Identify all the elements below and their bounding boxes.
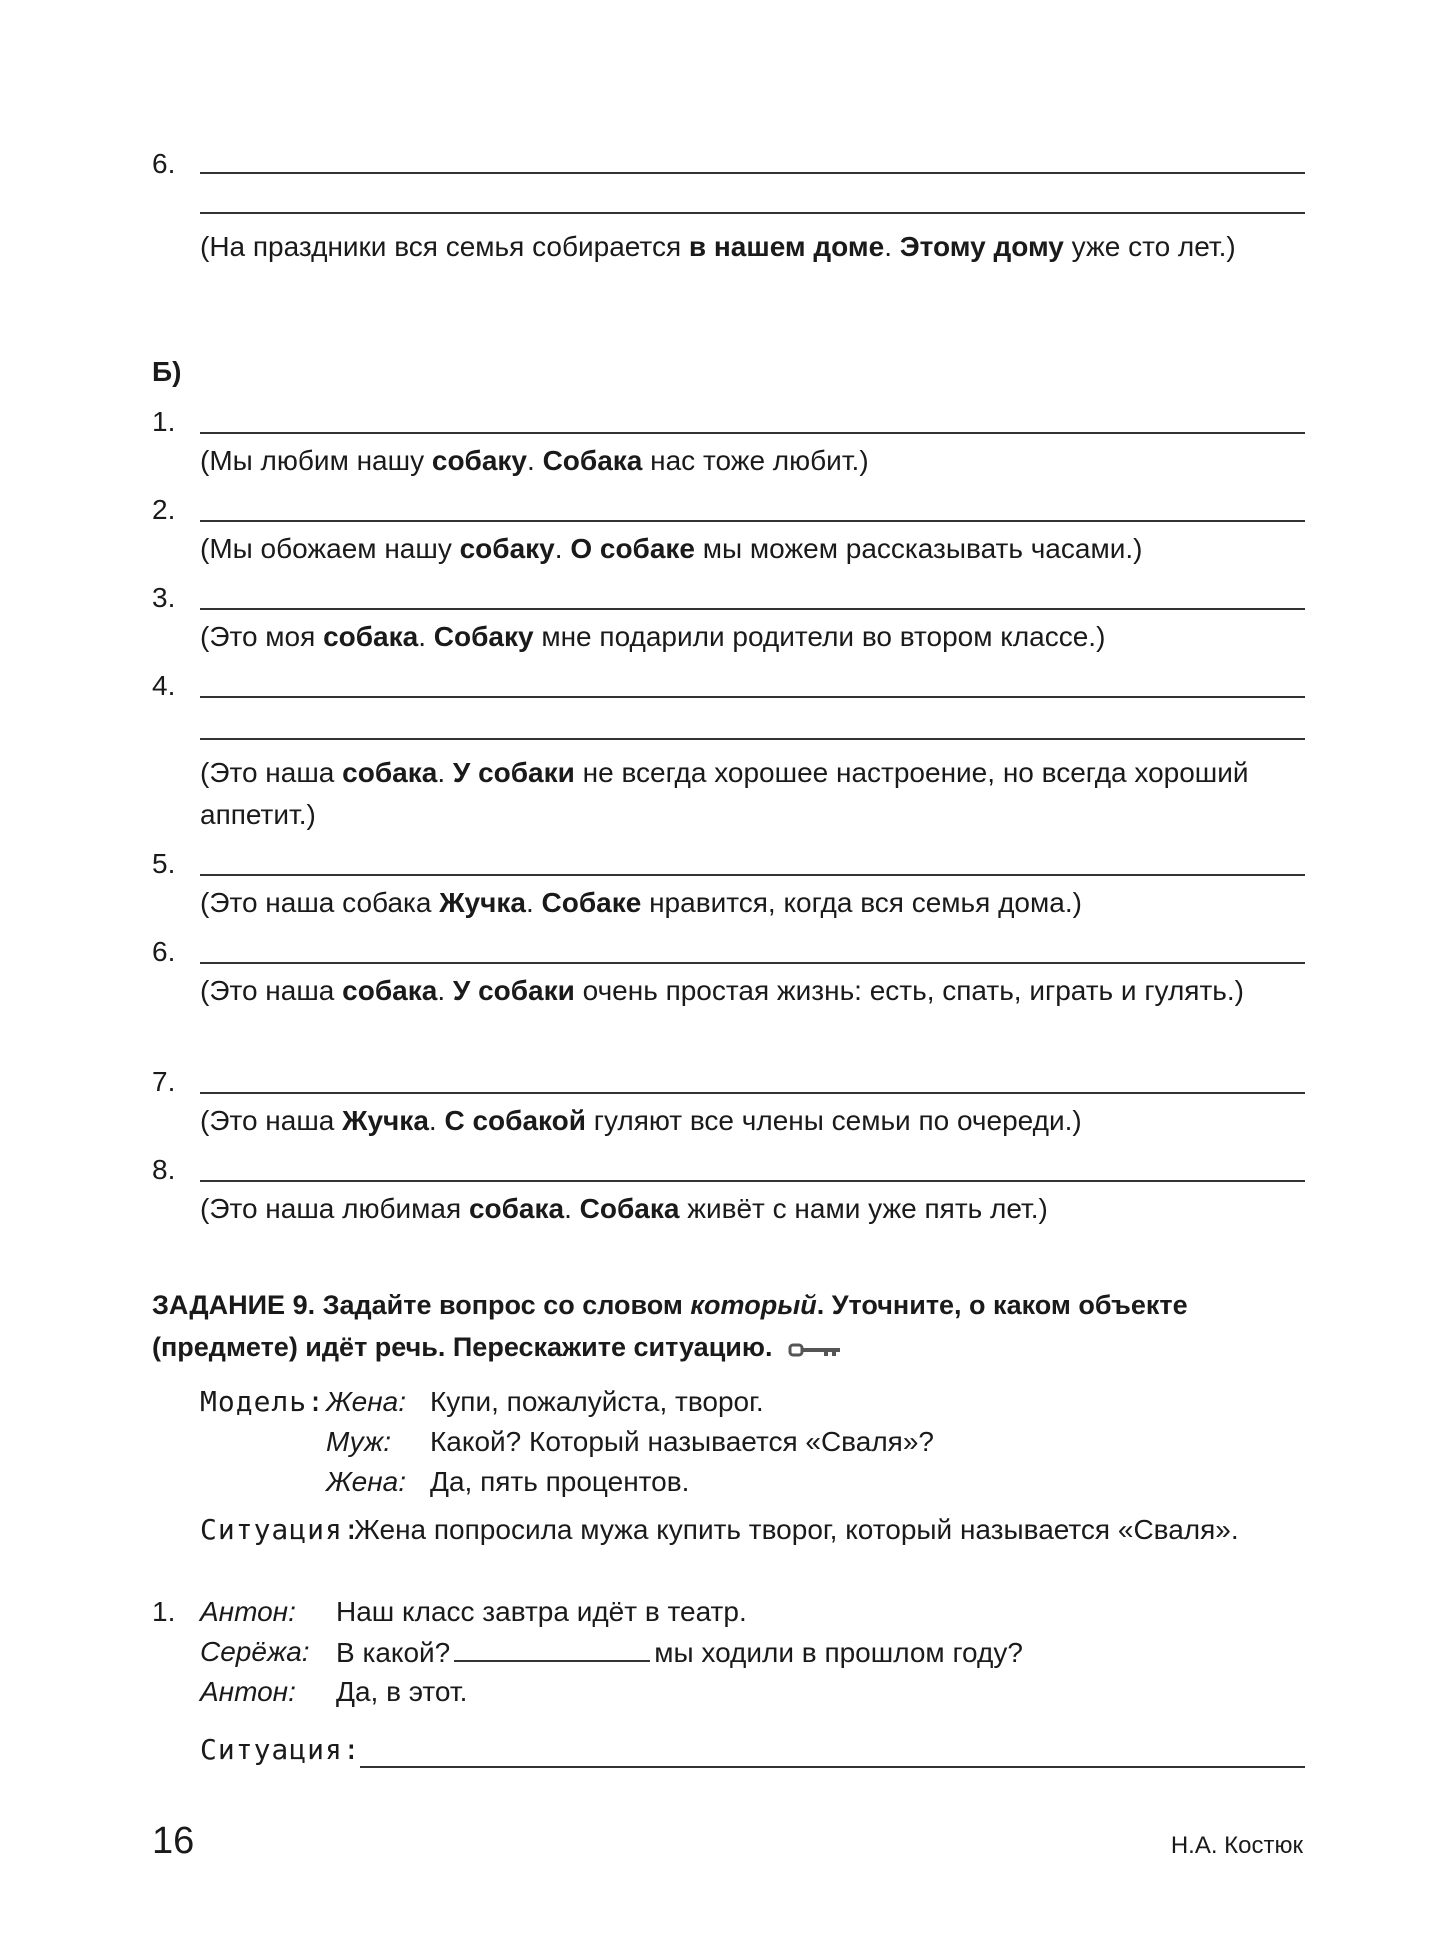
emphasized-text: собака (342, 975, 438, 1006)
dialogue-text: В какой? (336, 1637, 451, 1668)
prompt-fragment: (Это наша (200, 757, 343, 788)
prompt-fragment: гуляют все члены семьи по очереди.) (585, 1105, 1082, 1136)
prompt-fragment: (Мы любим нашу (200, 445, 432, 476)
emphasized-text: Этому дому (899, 231, 1064, 262)
prompt-fragment: . (418, 621, 434, 652)
speaker: Антон: (200, 1596, 296, 1627)
prompt-fragment: (Это наша (200, 975, 343, 1006)
item-number: 6. (152, 148, 176, 179)
emphasized-text: Жучка (342, 1105, 429, 1136)
emphasized-text: собаку (431, 445, 528, 476)
prompt-fragment: . (437, 975, 453, 1006)
prompt-fragment: не всегда хорошее настроение, но всегда хороший аппетит.) (200, 757, 1249, 830)
emphasized-text: Жучка (439, 887, 526, 918)
prompt-fragment: очень простая жизнь: есть, спать, играть и гулять.) (574, 975, 1244, 1006)
page-number: 16 (152, 1820, 195, 1862)
model-label: Модель: (200, 1385, 326, 1418)
task-heading (152, 1284, 1305, 1370)
prompt-fragment: нас тоже любит.) (642, 445, 869, 476)
item-number: 7. (152, 1066, 176, 1097)
dialogue-line: Какой? Который называется «Сваля»? (430, 1426, 934, 1457)
key-icon (788, 1328, 844, 1370)
item-number: 5. (152, 848, 176, 879)
prompt-fragment: . (428, 1105, 445, 1136)
answer-line[interactable] (200, 608, 1305, 610)
answer-line[interactable] (200, 520, 1305, 522)
emphasized-text: Собаку (433, 621, 534, 652)
prompt-fragment: (Это наша собака (200, 887, 440, 918)
emphasized-text: О собаке (570, 533, 695, 564)
speaker: Жена: (326, 1466, 407, 1497)
answer-line[interactable] (200, 1092, 1305, 1094)
prompt-text (200, 528, 1305, 570)
prompt-fragment: (На праздники вся семья собирается (200, 231, 689, 262)
answer-line[interactable] (200, 962, 1305, 964)
author-name: Н.А. Костюк (1170, 1832, 1303, 1859)
item-number: 3. (152, 582, 176, 613)
situation-label: Ситуация: (200, 1513, 361, 1546)
task-title-keyword: который (690, 1290, 817, 1320)
prompt-text (200, 970, 1305, 1012)
dialogue-line (336, 1632, 1023, 1673)
emphasized-text: С собакой (444, 1105, 586, 1136)
answer-line[interactable] (200, 212, 1305, 214)
fill-in-blank[interactable] (454, 1632, 650, 1662)
prompt-text (200, 616, 1305, 658)
emphasized-text: в нашем доме (688, 231, 885, 262)
prompt-text (200, 882, 1305, 924)
speaker: Жена: (326, 1386, 407, 1417)
task-title: ЗАДАНИЕ 9. Задайте вопрос со словом (152, 1290, 691, 1320)
emphasized-text: У собаки (452, 757, 575, 788)
answer-line[interactable] (200, 432, 1305, 434)
emphasized-text: Собаке (541, 887, 642, 918)
prompt-fragment: уже сто лет.) (1063, 231, 1236, 262)
prompt-fragment: . (437, 757, 453, 788)
dialogue-line: Да, в этот. (336, 1676, 468, 1707)
dialogue-line: Купи, пожалуйста, творог. (430, 1386, 764, 1417)
speaker: Муж: (326, 1426, 391, 1457)
dialogue-line: Наш класс завтра идёт в театр. (336, 1596, 747, 1627)
item-number: 6. (152, 936, 176, 967)
emphasized-text: Собака (579, 1193, 680, 1224)
item-number: 8. (152, 1154, 176, 1185)
section-label: Б) (152, 356, 182, 387)
prompt-text (200, 440, 1305, 482)
situation-label: Ситуация: (200, 1733, 361, 1766)
prompt-fragment: живёт с нами уже пять лет.) (679, 1193, 1048, 1224)
prompt-fragment: . (527, 445, 543, 476)
prompt-fragment: . (525, 887, 542, 918)
answer-line[interactable] (360, 1766, 1305, 1768)
prompt-fragment: . (884, 231, 900, 262)
situation-text: Жена попросила мужа купить творог, который называется «Сваля». (354, 1514, 1239, 1545)
prompt-fragment: (Мы обожаем нашу (200, 533, 460, 564)
emphasized-text: собака (323, 621, 419, 652)
prompt-fragment: (Это моя (200, 621, 324, 652)
answer-line[interactable] (200, 874, 1305, 876)
prompt-text (200, 226, 1305, 268)
prompt-fragment: (Это наша любимая (200, 1193, 469, 1224)
speaker: Антон: (200, 1676, 296, 1707)
exercise-number: 1. (152, 1596, 176, 1627)
answer-line[interactable] (200, 1180, 1305, 1182)
prompt-fragment: . (564, 1193, 580, 1224)
answer-line[interactable] (200, 738, 1305, 740)
dialogue-line: Да, пять процентов. (430, 1466, 690, 1497)
item-number: 2. (152, 494, 176, 525)
prompt-fragment: мне подарили родители во втором классе.) (533, 621, 1106, 652)
emphasized-text: собака (468, 1193, 565, 1224)
prompt-fragment: . (554, 533, 571, 564)
answer-line[interactable] (200, 172, 1305, 174)
task-title-rest: . Уточните, о каком объекте (предмете) идёт речь. Перескажите ситуацию. (152, 1290, 1188, 1362)
prompt-fragment: мы можем рассказывать часами.) (695, 533, 1143, 564)
emphasized-text: У собаки (452, 975, 575, 1006)
answer-line[interactable] (200, 696, 1305, 698)
dialogue-text: мы ходили в прошлом году? (654, 1637, 1023, 1668)
prompt-fragment: (Это наша (200, 1105, 343, 1136)
prompt-text (200, 1188, 1305, 1230)
emphasized-text: собаку (459, 533, 555, 564)
item-number: 1. (152, 406, 176, 437)
item-number: 4. (152, 670, 176, 701)
emphasized-text: собака (342, 757, 438, 788)
speaker: Серёжа: (200, 1636, 310, 1667)
emphasized-text: Собака (542, 445, 643, 476)
prompt-fragment: нравится, когда вся семья дома.) (641, 887, 1082, 918)
prompt-text (200, 752, 1305, 836)
prompt-text (200, 1100, 1305, 1142)
